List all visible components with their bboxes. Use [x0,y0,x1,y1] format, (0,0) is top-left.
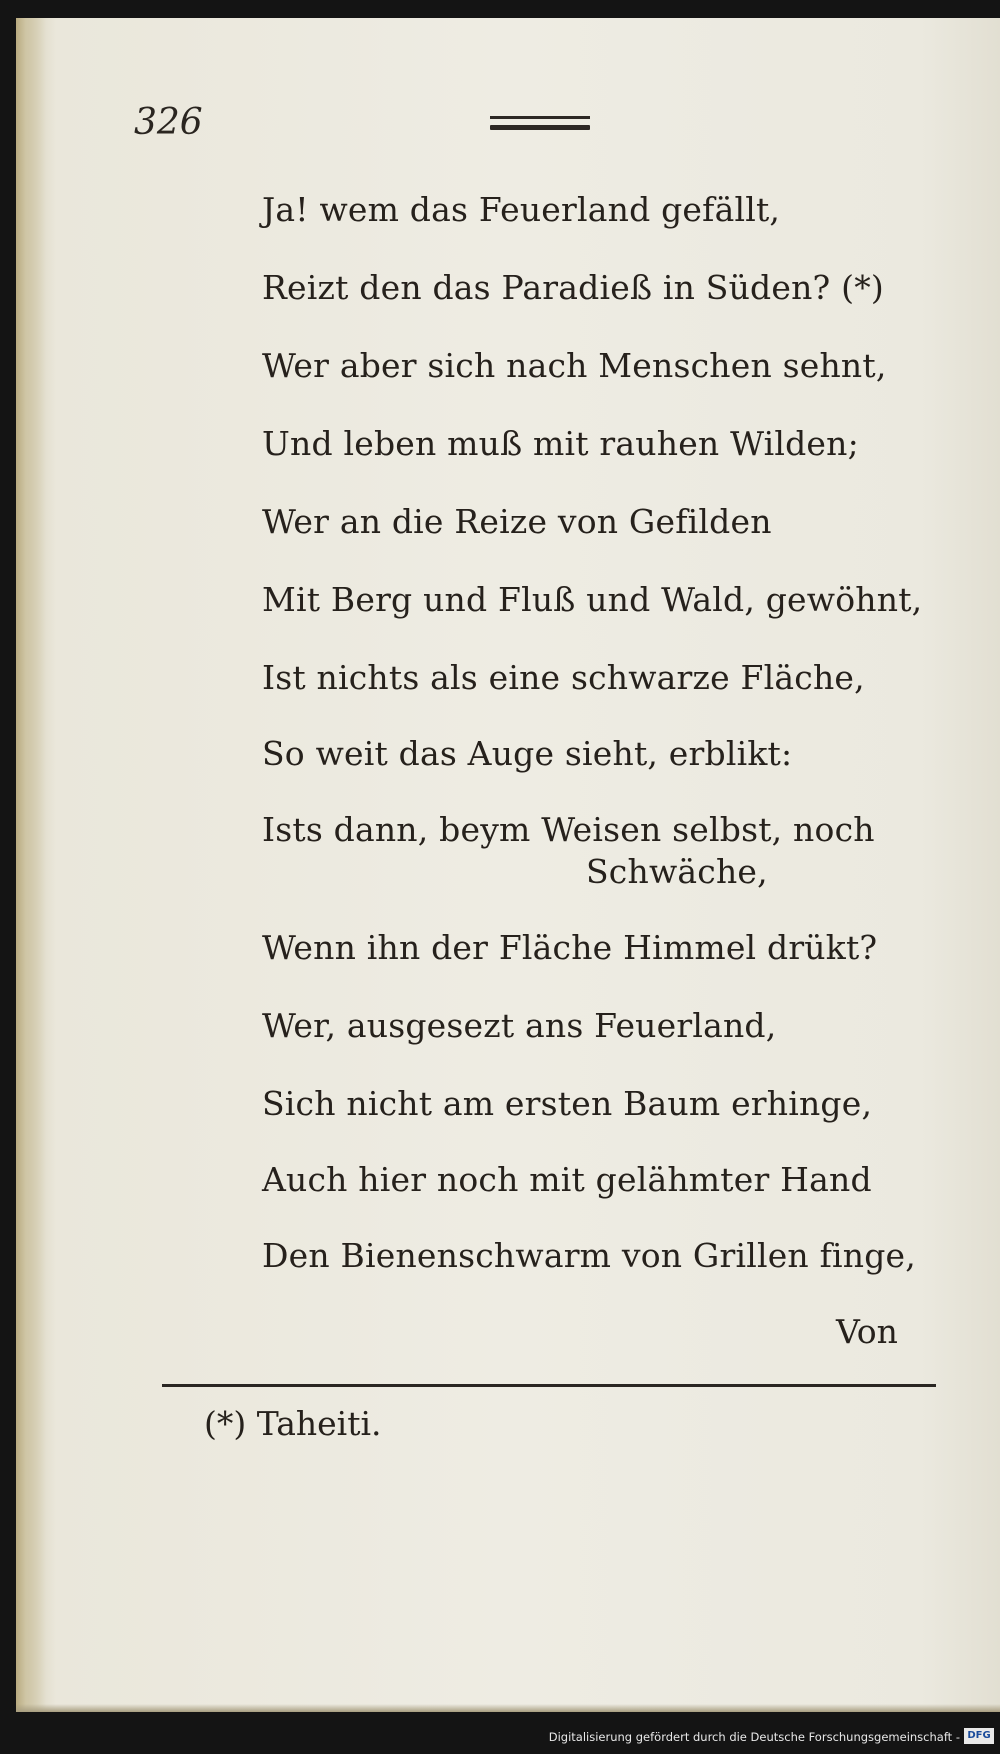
footnote: (*) Taheiti. [204,1404,382,1443]
poem-line: Wer, ausgesezt ans Feuerland, [262,1006,777,1045]
poem-line: Sich nicht am ersten Baum erhinge, [262,1084,873,1123]
header-ornament-rule [490,116,590,132]
footnote-rule [162,1384,936,1387]
poem-line: Wenn ihn der Fläche Himmel drükt? [262,928,878,967]
poem-line: Mit Berg und Fluß und Wald, gewöhnt, [262,580,923,619]
poem-line: Ist nichts als eine schwarze Fläche, [262,658,865,697]
poem-line: Auch hier noch mit gelähmter Hand [262,1160,872,1199]
poem-line: Reizt den das Paradieß in Süden? (*) [262,268,884,307]
poem-line: Ja! wem das Feuerland gefällt, [262,190,781,229]
poem-line: Den Bienenschwarm von Grillen finge, [262,1236,916,1275]
dfg-logo[interactable]: DFG [964,1728,994,1744]
poem-line: Und leben muß mit rauhen Wilden; [262,424,859,463]
page-bottom-edge [16,1704,1000,1712]
catchword: Von [836,1312,898,1351]
poem-line: Wer aber sich nach Menschen sehnt, [262,346,887,385]
poem-line: Wer an die Reize von Gefilden [262,502,772,541]
credit-text: Digitalisierung gefördert durch die Deutsche Forschungsgemeinschaft - [548,1730,960,1744]
poem-line: So weit das Auge sieht, erblikt: [262,734,793,773]
page-gutter [16,18,46,1712]
poem-line: Ists dann, beym Weisen selbst, noch [262,810,875,849]
poem-line-continuation: Schwäche, [586,852,768,891]
page-number: 326 [134,102,203,143]
digitization-credit-bar [0,1720,1000,1754]
